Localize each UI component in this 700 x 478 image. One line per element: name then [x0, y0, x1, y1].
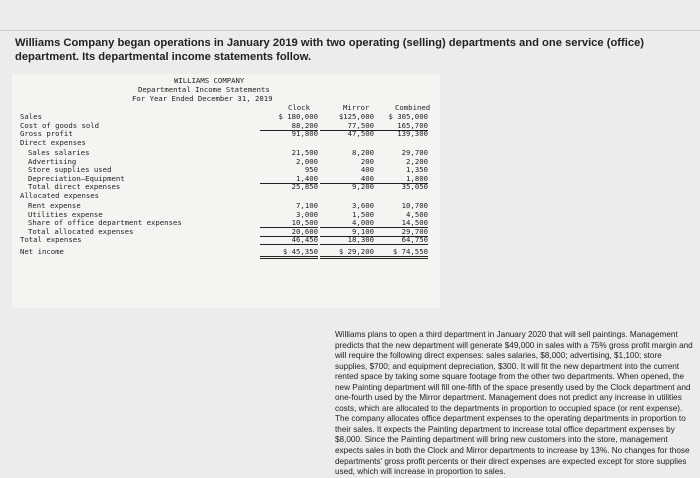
cell-combined: 29,700: [401, 148, 428, 157]
intro-text: Williams Company began operations in January 2019 with two operating (selling) departments and one service (office) department. Its departmental income statements follow.: [15, 37, 645, 63]
cell-mirror: 200: [360, 156, 374, 166]
statement-row: [12, 236, 440, 244]
cell-clock: $ 180,000: [278, 112, 318, 121]
cell-clock: 20,600: [260, 228, 318, 237]
cell-clock: 1,400: [260, 175, 318, 184]
row-label: Allocated expenses: [20, 190, 100, 200]
statement-company: WILLIAMS COMPANY: [174, 76, 245, 85]
cell-mirror: 9,200: [352, 182, 374, 191]
problem-paragraph: Williams plans to open a third department in January 2020 that will sell paintings. Management predicts that the new department will generate $49,000 in sales with a 75% gross profit margin and will require the following direct expenses: sales salaries, $8,000; advertising, $1,100; store supplies, $700; and equipment depreciation, $300. It will fit the new department into the current rented space by taking some square footage from the other two departments. When opened, the new Painting department will fill one-fifth of the space presently used by the Clock department and one-fourth used by the Mirror department. Management does not predict any increase in utilities costs, which are allocated to the departments in proportion to occupied space (or rent expense). The company allocates office department expenses to the operating departments in proportion to their sales. It expects the Painting department to increase total office department expenses by $8,000. Since the Painting department will bring new customers into the store, management expects sales in both the Clock and Mirror departments to increase by 13%. No changes for those departments' gross profit percents or their direct expenses are expected except for store supplies used, which will increase in proportion to sales.: [335, 330, 693, 477]
cell-mirror: 400: [360, 165, 374, 174]
cell-clock: 91,800: [291, 129, 318, 138]
cell-mirror: 77,500: [320, 122, 374, 131]
statement-row: [12, 139, 440, 147]
cell-mirror: $125,000: [338, 112, 374, 121]
income-statement-image: [12, 74, 440, 308]
row-label: Depreciation—Equipment: [28, 173, 125, 183]
statement-period: For Year Ended December 31, 2019: [132, 94, 273, 103]
cell-clock: 21,500: [291, 148, 318, 157]
cell-combined: 1,800: [374, 175, 428, 184]
col-header-clock: Clock: [288, 103, 310, 112]
statement-title: Departmental Income Statements: [138, 85, 270, 94]
statement-row: [12, 248, 440, 256]
cell-clock: 950: [304, 165, 318, 174]
cell-mirror: 47,500: [347, 129, 374, 138]
cell-clock: 46,450: [260, 236, 318, 245]
cell-clock: $ 45,350: [260, 248, 318, 259]
statement-row: [12, 122, 440, 130]
col-header-mirror: Mirror: [343, 103, 370, 112]
cell-mirror: 3,600: [352, 201, 374, 210]
cell-mirror: 4,000: [320, 219, 374, 228]
cell-combined: 29,700: [374, 228, 428, 237]
cell-clock: 7,100: [296, 201, 318, 210]
row-label: Sales: [20, 112, 42, 121]
row-label: Direct expenses: [20, 137, 86, 147]
cell-clock: 10,500: [260, 219, 318, 228]
col-header-combined: Combined: [395, 103, 431, 112]
row-label: Total expenses: [20, 235, 82, 244]
cell-mirror: 8,200: [352, 148, 374, 157]
cell-mirror: 1,500: [352, 209, 374, 219]
row-label: Sales salaries: [28, 148, 90, 157]
row-label: Total allocated expenses: [28, 226, 134, 236]
cell-mirror: 9,100: [320, 228, 374, 237]
cell-clock: 25,850: [291, 182, 318, 191]
cell-combined: 139,300: [397, 129, 428, 138]
row-label: Utilities expense: [28, 209, 103, 219]
row-label: Store supplies used: [28, 165, 112, 174]
statement-row: [12, 192, 440, 200]
cell-mirror: $ 29,200: [320, 248, 374, 259]
cell-mirror: 400: [320, 175, 374, 184]
cell-mirror: 18,300: [320, 236, 374, 245]
row-label: Rent expense: [28, 201, 81, 210]
cell-combined: 64,750: [374, 236, 428, 245]
cell-combined: 4,500: [406, 209, 428, 219]
row-label: Cost of goods sold: [20, 120, 100, 130]
cell-combined: 10,700: [401, 201, 428, 210]
row-label: Gross profit: [20, 129, 73, 138]
statement-row: [12, 149, 440, 157]
cell-combined: 1,350: [406, 165, 428, 174]
row-label: Advertising: [28, 156, 77, 166]
page-divider: [0, 30, 700, 31]
row-label: Total direct expenses: [28, 182, 121, 191]
row-label: Net income: [20, 247, 64, 256]
cell-combined: 165,700: [374, 122, 428, 131]
cell-clock: 2,000: [296, 156, 318, 166]
cell-clock: 3,000: [296, 209, 318, 219]
cell-combined: 14,500: [374, 219, 428, 228]
cell-combined: 35,050: [401, 182, 428, 191]
cell-combined: $ 305,000: [388, 112, 428, 121]
cell-combined: 2,200: [406, 156, 428, 166]
cell-clock: 88,200: [260, 122, 318, 131]
cell-combined: $ 74,550: [374, 248, 428, 259]
row-label: Share of office department expenses: [28, 218, 182, 227]
